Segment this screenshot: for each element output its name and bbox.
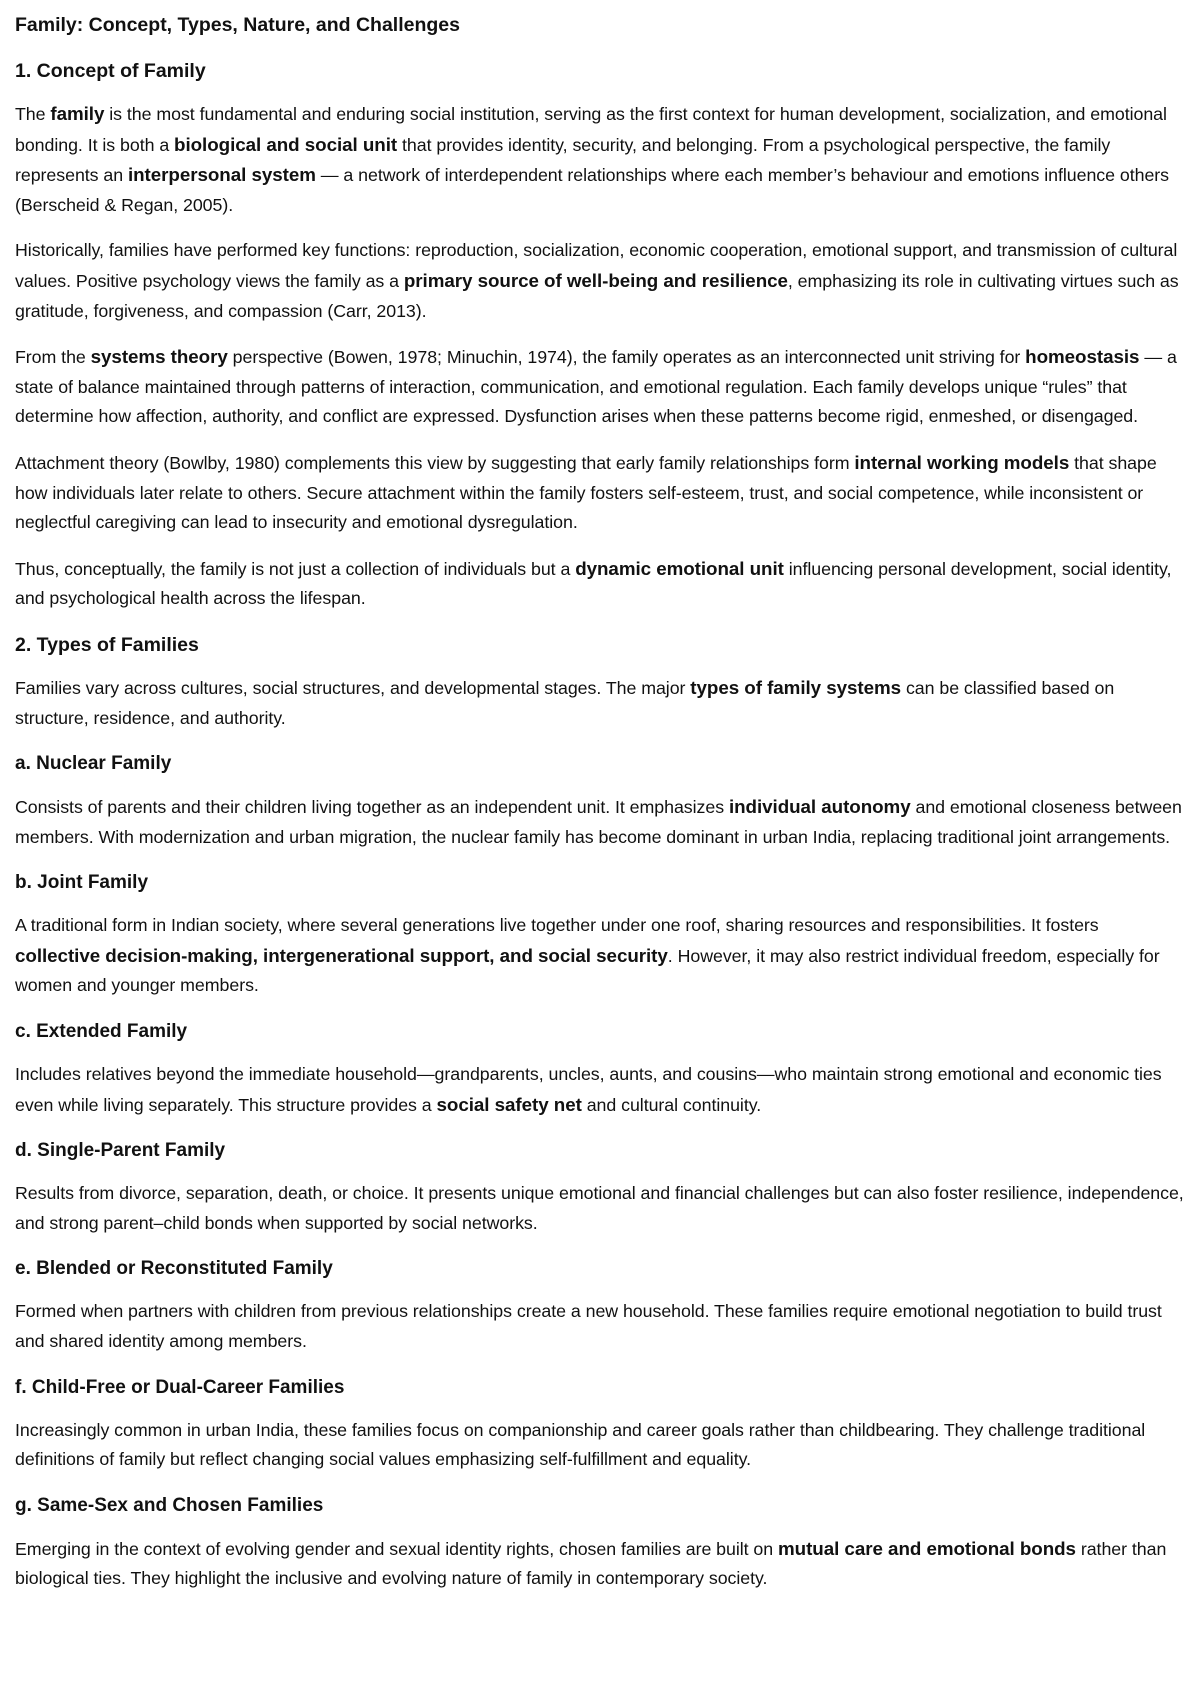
paragraph [15,554,1184,614]
subsection-heading: a. Nuclear Family [15,753,172,775]
text-run: can be classified based on structure, residence, and authority. [15,677,1115,728]
emphasized-term: homeostasis [1025,346,1140,368]
subsection-heading: c. Extended Family [15,1021,188,1043]
emphasized-term: internal working models [854,451,1070,473]
text-run: — a network of interdependent relationships where each member’s behaviour and emotions influence others (Berscheid & Regan, 2005). [15,165,1169,215]
text-run: and cultural continuity. [581,1094,762,1115]
text-run: Includes relatives beyond the immediate household—grandparents, uncles, aunts, and cousins—who maintain strong emotional and economic ties even while living separately. This structure provides a [15,1064,1162,1115]
text-run: Thus, conceptually, the family is not just a collection of individuals but a [15,558,576,579]
paragraph [15,1416,1184,1475]
text-run: rather than biological ties. They highlight the inclusive and evolving nature of family in contemporary society. [15,1538,1167,1589]
subsection-heading: b. Joint Family [15,872,149,894]
emphasized-term: primary source of well-being and resilience [403,269,788,291]
section-types-of-families [15,630,1184,1594]
emphasized-term: social safety net [436,1093,582,1115]
text-run: Families vary across cultures, social structures, and developmental stages. The major [15,677,691,698]
text-run: From the [15,347,91,368]
paragraph [15,448,1184,538]
paragraph [15,673,1184,733]
paragraph [15,1060,1184,1120]
paragraph [15,792,1184,852]
text-run: Consists of parents and their children living together as an independent unit. It emphasizes [15,797,729,818]
emphasized-term: systems theory [90,346,228,368]
paragraph [15,1297,1184,1356]
text-run: that provides identity, security, and belonging. From a psychological perspective, the family represents an [15,134,1111,186]
text-run: Results from divorce, separation, death, or choice. It presents unique emotional and financial challenges but can also foster resilience, independence, and strong parent–child bonds when supported by social networks. [15,1183,1184,1233]
paragraph [15,236,1184,326]
subsection-heading: d. Single-Parent Family [15,1140,226,1162]
text-run: and emotional closeness between members. With modernization and urban migration, the nuclear family has become dominant in urban India, replacing traditional joint arrangements. [15,797,1182,847]
paragraph [15,911,1184,1001]
text-run: — a state of balance maintained through patterns of interaction, communication, and emotional regulation. Each family develops unique “rules” that determine how affection, authority, and conflict are expressed. Dysfunction arises when these patterns become rigid, enmeshed, or disengaged. [15,347,1177,427]
text-run: that shape how individuals later relate to others. Secure attachment within the family fosters self-esteem, trust, and social competence, while inconsistent or neglectful caregiving can lead to insecurity and emotional dysregulation. [15,452,1157,533]
text-run: Increasingly common in urban India, these families focus on companionship and career goals rather than childbearing. They challenge traditional definitions of family but reflect changing social values emphasizing self-fulfillment and equality. [15,1419,1146,1470]
emphasized-term: family [50,103,105,124]
subsection-heading: e. Blended or Reconstituted Family [15,1258,333,1280]
paragraph [15,1179,1184,1238]
emphasized-term: interpersonal system [127,164,316,186]
paragraph [15,99,1184,220]
emphasized-term: mutual care and emotional bonds [778,1537,1076,1559]
document-title: Family: Concept, Types, Nature, and Challenges [15,14,460,36]
text-run: . However, it may also restrict individual freedom, especially for women and younger members. [15,945,1160,996]
emphasized-term: types of family systems [690,676,902,698]
section-heading: 2. Types of Families [15,633,199,656]
paragraph [15,342,1184,432]
subsection-heading: g. Same-Sex and Chosen Families [15,1494,324,1516]
text-run: perspective (Bowen, 1978; Minuchin, 1974), the family operates as an interconnected unit striving for [227,347,1026,368]
emphasized-term: dynamic emotional unit [575,557,784,579]
emphasized-term: biological and social unit [174,133,398,155]
paragraph [15,1534,1184,1594]
emphasized-term: individual autonomy [728,796,911,818]
subsection-heading: f. Child-Free or Dual-Career Families [15,1376,345,1398]
text-run: Attachment theory (Bowlby, 1980) complements this view by suggesting that early family relationships form [15,452,855,473]
text-run: Formed when partners with children from previous relationships create a new household. These families require emotional negotiation to build trust and shared identity among members. [15,1301,1162,1352]
text-run: influencing personal development, social identity, and psychological health across the lifespan. [15,558,1172,609]
text-run: The [15,104,51,124]
text-run: is the most fundamental and enduring social institution, serving as the first context for human development, socialization, and emotional bonding. It is both a [15,104,1167,155]
text-run: Historically, families have performed key functions: reproduction, socialization, economic cooperation, emotional support, and transmission of cultural values. Positive psychology views the family as a [15,240,1178,291]
section-heading: 1. Concept of Family [15,60,206,82]
text-run: A traditional form in Indian society, where several generations live together under one roof, sharing resources and responsibilities. It fosters [15,915,1099,936]
section-concept-of-family [15,56,1184,614]
emphasized-term: collective decision-making, intergenerational support, and social security [15,944,668,966]
text-run: Emerging in the context of evolving gender and sexual identity rights, chosen families are built on [15,1538,778,1559]
text-run: , emphasizing its role in cultivating virtues such as gratitude, forgiveness, and compassion (Carr, 2013). [15,270,1179,321]
